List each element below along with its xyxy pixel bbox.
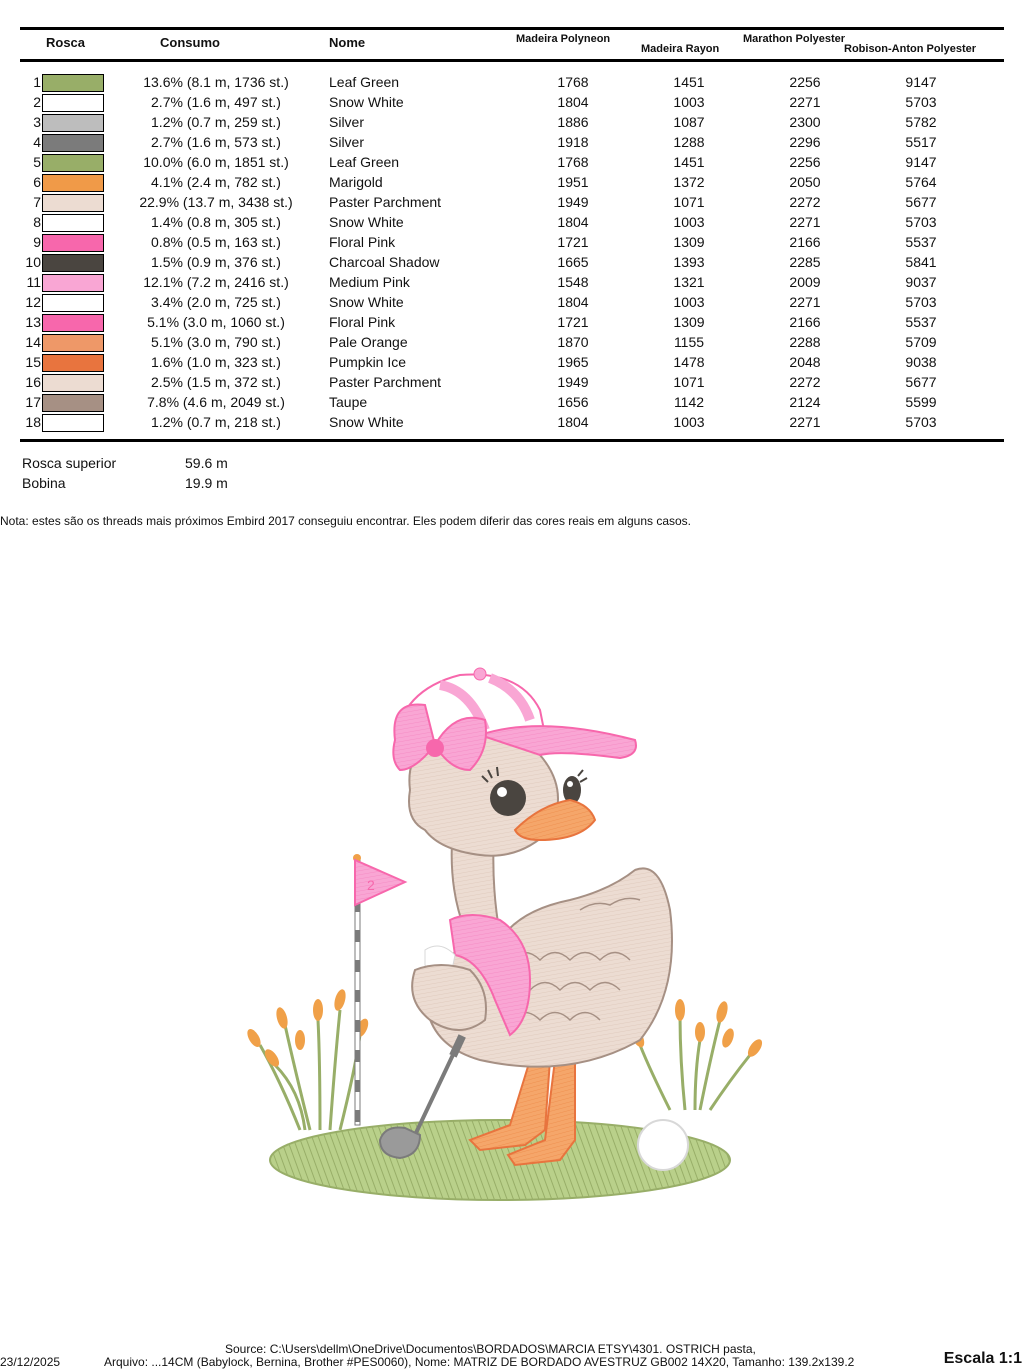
thread-consumption: 1.5% (0.9 m, 376 st.) [151, 254, 281, 270]
left-cattail-heads [245, 988, 371, 1069]
robison-anton-polyester-code: 5703 [905, 414, 937, 430]
thread-consumption: 1.2% (0.7 m, 218 st.) [151, 414, 281, 430]
robison-anton-polyester-code: 5677 [905, 374, 937, 390]
thread-name: Paster Parchment [329, 194, 442, 210]
footer-file-info: Arquivo: ...14CM (Babylock, Bernina, Brother #PES0060), Nome: MATRIZ DE BORDADO AVESTRUZ GB002 14X20, Tamanho: 139.2x139.2 [104, 1355, 855, 1369]
thread-consumption: 4.1% (2.4 m, 782 st.) [151, 174, 281, 190]
thread-consumption: 0.8% (0.5 m, 163 st.) [151, 234, 281, 250]
ostrich-legs [470, 1060, 575, 1165]
madeira-polyneon-code: 1965 [557, 354, 589, 370]
robison-anton-polyester-code: 9147 [905, 154, 937, 170]
thread-number: 17 [25, 394, 41, 410]
madeira-polyneon-code: 1656 [557, 394, 589, 410]
color-swatch [42, 74, 104, 92]
thread-name: Paster Parchment [329, 374, 442, 390]
table-row [0, 392, 1024, 412]
madeira-polyneon-code: 1886 [557, 114, 589, 130]
thread-name: Pumpkin Ice [329, 354, 407, 370]
header-madeira-rayon: Madeira Rayon [641, 43, 720, 55]
table-row [0, 252, 1024, 272]
color-swatch [42, 314, 104, 332]
table-top-rule [20, 27, 1004, 30]
table-row [0, 232, 1024, 252]
color-swatch [42, 294, 104, 312]
marathon-polyester-code: 2256 [789, 74, 821, 90]
marathon-polyester-code: 2296 [789, 134, 821, 150]
madeira-polyneon-code: 1768 [557, 154, 589, 170]
thread-consumption: 22.9% (13.7 m, 3438 st.) [139, 194, 293, 210]
thread-consumption: 2.5% (1.5 m, 372 st.) [151, 374, 281, 390]
thread-number: 4 [33, 134, 41, 150]
thread-consumption: 5.1% (3.0 m, 1060 st.) [147, 314, 285, 330]
table-row [0, 72, 1024, 92]
robison-anton-polyester-code: 5841 [905, 254, 937, 270]
madeira-polyneon-code: 1768 [557, 74, 589, 90]
thread-name: Snow White [329, 94, 404, 110]
madeira-polyneon-code: 1804 [557, 414, 589, 430]
madeira-rayon-code: 1071 [673, 374, 705, 390]
marathon-polyester-code: 2272 [789, 374, 821, 390]
thread-number: 18 [25, 414, 41, 430]
madeira-rayon-code: 1451 [673, 74, 705, 90]
table-row [0, 352, 1024, 372]
madeira-rayon-code: 1087 [673, 114, 705, 130]
madeira-rayon-code: 1393 [673, 254, 705, 270]
thread-name: Silver [329, 134, 365, 150]
marathon-polyester-code: 2166 [789, 314, 821, 330]
madeira-rayon-code: 1003 [673, 414, 705, 430]
marathon-polyester-code: 2271 [789, 414, 821, 430]
madeira-rayon-code: 1309 [673, 234, 705, 250]
footer-date: 23/12/2025 [0, 1355, 61, 1369]
thread-name: Pale Orange [329, 334, 408, 350]
color-swatch [42, 194, 104, 212]
thread-number: 14 [25, 334, 41, 350]
madeira-polyneon-code: 1804 [557, 214, 589, 230]
thread-number: 13 [25, 314, 41, 330]
thread-name: Charcoal Shadow [329, 254, 440, 270]
marathon-polyester-code: 2166 [789, 234, 821, 250]
thread-number: 2 [33, 94, 41, 110]
thread-consumption: 1.4% (0.8 m, 305 st.) [151, 214, 281, 230]
marathon-polyester-code: 2050 [789, 174, 821, 190]
thread-consumption: 1.6% (1.0 m, 323 st.) [151, 354, 281, 370]
madeira-polyneon-code: 1721 [557, 314, 589, 330]
color-swatch [42, 254, 104, 272]
madeira-rayon-code: 1003 [673, 214, 705, 230]
table-row [0, 292, 1024, 312]
madeira-polyneon-code: 1918 [557, 134, 589, 150]
thread-consumption: 1.2% (0.7 m, 259 st.) [151, 114, 281, 130]
thread-name: Medium Pink [329, 274, 410, 290]
thread-name: Leaf Green [329, 154, 400, 170]
marathon-polyester-code: 2048 [789, 354, 821, 370]
left-cattails [260, 1010, 360, 1130]
madeira-polyneon-code: 1870 [557, 334, 589, 350]
color-swatch [42, 94, 104, 112]
table-row [0, 272, 1024, 292]
thread-name: Floral Pink [329, 314, 396, 330]
thread-number: 6 [33, 174, 41, 190]
svg-text:2: 2 [367, 877, 375, 893]
header-madeira-polyneon: Madeira Polyneon [516, 33, 611, 45]
robison-anton-polyester-code: 5764 [905, 174, 937, 190]
thread-name: Marigold [329, 174, 383, 190]
color-swatch [42, 334, 104, 352]
madeira-rayon-code: 1003 [673, 294, 705, 310]
table-row [0, 372, 1024, 392]
thread-name: Floral Pink [329, 234, 396, 250]
color-swatch [42, 154, 104, 172]
madeira-rayon-code: 1372 [673, 174, 705, 190]
madeira-rayon-code: 1142 [673, 394, 705, 410]
robison-anton-polyester-code: 5517 [905, 134, 937, 150]
table-row [0, 212, 1024, 232]
madeira-polyneon-code: 1548 [557, 274, 589, 290]
thread-number: 15 [25, 354, 41, 370]
ostrich-front-wing [412, 965, 486, 1030]
thread-consumption: 7.8% (4.6 m, 2049 st.) [147, 394, 285, 410]
header-nome: Nome [329, 35, 366, 50]
color-swatch [42, 234, 104, 252]
robison-anton-polyester-code: 5703 [905, 94, 937, 110]
table-bottom-rule [20, 439, 1004, 442]
color-swatch [42, 374, 104, 392]
table-row [0, 92, 1024, 112]
madeira-rayon-code: 1309 [673, 314, 705, 330]
thread-consumption: 3.4% (2.0 m, 725 st.) [151, 294, 281, 310]
madeira-polyneon-code: 1949 [557, 194, 589, 210]
robison-anton-polyester-code: 5537 [905, 234, 937, 250]
thread-name: Snow White [329, 294, 404, 310]
robison-anton-polyester-code: 5703 [905, 214, 937, 230]
madeira-polyneon-code: 1949 [557, 374, 589, 390]
color-swatch [42, 134, 104, 152]
marathon-polyester-code: 2272 [789, 194, 821, 210]
color-swatch [42, 174, 104, 192]
marathon-polyester-code: 2300 [789, 114, 821, 130]
madeira-polyneon-code: 1721 [557, 234, 589, 250]
color-swatch [42, 214, 104, 232]
color-swatch [42, 274, 104, 292]
madeira-rayon-code: 1288 [673, 134, 705, 150]
header-robison-anton-polyester: Robison-Anton Polyester [844, 43, 977, 55]
thread-match-note: Nota: estes são os threads mais próximos Embird 2017 conseguiu encontrar. Eles podem diferir das cores reais em alguns casos. [0, 514, 692, 528]
thread-name: Snow White [329, 414, 404, 430]
table-row [0, 132, 1024, 152]
table-row [0, 152, 1024, 172]
thread-number: 8 [33, 214, 41, 230]
madeira-polyneon-code: 1804 [557, 294, 589, 310]
table-row [0, 332, 1024, 352]
color-swatch [42, 114, 104, 132]
table-row [0, 172, 1024, 192]
embroidery-design-preview [240, 660, 780, 1210]
madeira-rayon-code: 1155 [673, 334, 705, 350]
robison-anton-polyester-code: 9037 [905, 274, 937, 290]
marathon-polyester-code: 2271 [789, 294, 821, 310]
madeira-rayon-code: 1321 [673, 274, 705, 290]
madeira-rayon-code: 1451 [673, 154, 705, 170]
robison-anton-polyester-code: 5599 [905, 394, 937, 410]
header-rosca: Rosca [46, 35, 86, 50]
marathon-polyester-code: 2271 [789, 94, 821, 110]
marathon-polyester-code: 2271 [789, 214, 821, 230]
thread-name: Leaf Green [329, 74, 400, 90]
robison-anton-polyester-code: 5709 [905, 334, 937, 350]
color-swatch [42, 414, 104, 432]
thread-number: 7 [33, 194, 41, 210]
bobbin-value: 19.9 m [185, 475, 228, 491]
thread-name: Taupe [329, 394, 368, 410]
marathon-polyester-code: 2256 [789, 154, 821, 170]
color-swatch [42, 394, 104, 412]
robison-anton-polyester-code: 9147 [905, 74, 937, 90]
madeira-rayon-code: 1071 [673, 194, 705, 210]
table-row [0, 192, 1024, 212]
marathon-polyester-code: 2285 [789, 254, 821, 270]
thread-consumption: 2.7% (1.6 m, 573 st.) [151, 134, 281, 150]
table-row [0, 412, 1024, 432]
marathon-polyester-code: 2009 [789, 274, 821, 290]
thread-number: 9 [33, 234, 41, 250]
table-header-rule [20, 59, 1004, 62]
thread-number: 10 [25, 254, 41, 270]
madeira-polyneon-code: 1951 [557, 174, 589, 190]
header-marathon-polyester: Marathon Polyester [743, 33, 846, 45]
thread-number: 1 [33, 74, 41, 90]
thread-name: Snow White [329, 214, 404, 230]
madeira-polyneon-code: 1804 [557, 94, 589, 110]
marathon-polyester-code: 2288 [789, 334, 821, 350]
thread-consumption: 12.1% (7.2 m, 2416 st.) [143, 274, 289, 290]
robison-anton-polyester-code: 5537 [905, 314, 937, 330]
thread-number: 3 [33, 114, 41, 130]
thread-consumption: 10.0% (6.0 m, 1851 st.) [143, 154, 289, 170]
right-cattails [640, 1015, 750, 1110]
thread-consumption: 13.6% (8.1 m, 1736 st.) [143, 74, 289, 90]
header-consumo: Consumo [160, 35, 220, 50]
thread-number: 5 [33, 154, 41, 170]
footer-source-path: Source: C:\Users\dellm\OneDrive\Documentos\BORDADOS\MARCIA ETSY\4301. OSTRICH pasta, [225, 1342, 756, 1356]
thread-name: Silver [329, 114, 365, 130]
color-swatch [42, 354, 104, 372]
table-row [0, 112, 1024, 132]
robison-anton-polyester-code: 5782 [905, 114, 937, 130]
madeira-rayon-code: 1478 [673, 354, 705, 370]
bobbin-label: Bobina [22, 475, 66, 491]
robison-anton-polyester-code: 9038 [905, 354, 937, 370]
golf-flag [353, 854, 405, 1125]
top-thread-value: 59.6 m [185, 455, 228, 471]
madeira-polyneon-code: 1665 [557, 254, 589, 270]
thread-number: 12 [25, 294, 41, 310]
robison-anton-polyester-code: 5677 [905, 194, 937, 210]
golf-ball [638, 1120, 688, 1170]
madeira-rayon-code: 1003 [673, 94, 705, 110]
top-thread-label: Rosca superior [22, 455, 117, 471]
thread-number: 16 [25, 374, 41, 390]
thread-consumption: 2.7% (1.6 m, 497 st.) [151, 94, 281, 110]
table-row [0, 312, 1024, 332]
footer-scale: Escala 1:1 [943, 1350, 1022, 1367]
robison-anton-polyester-code: 5703 [905, 294, 937, 310]
thread-number: 11 [26, 274, 41, 290]
marathon-polyester-code: 2124 [789, 394, 821, 410]
thread-consumption: 5.1% (3.0 m, 790 st.) [151, 334, 281, 350]
